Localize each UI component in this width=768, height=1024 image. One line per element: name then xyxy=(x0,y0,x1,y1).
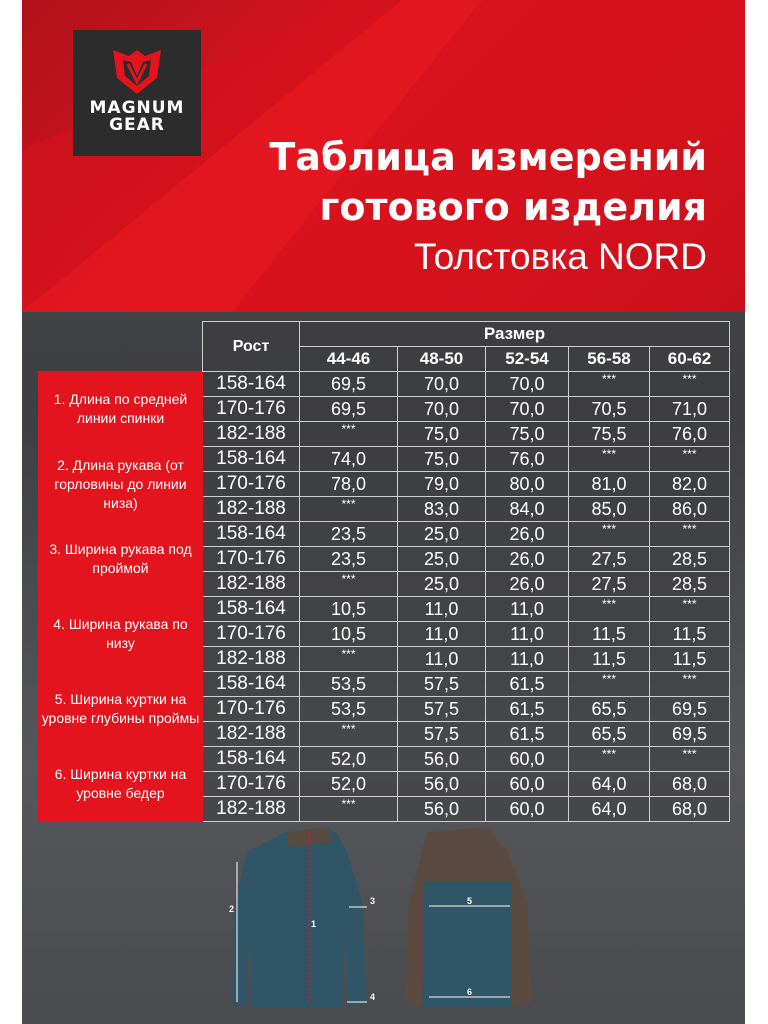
table-row xyxy=(39,672,730,697)
measurement-value: *** xyxy=(569,597,650,622)
height-cell: 158-164 xyxy=(203,372,300,397)
size-column-header: 56-58 xyxy=(569,347,650,372)
size-column-header: 52-54 xyxy=(486,347,569,372)
measurement-value: 69,5 xyxy=(650,697,730,722)
measurement-value: 11,0 xyxy=(398,597,486,622)
measurement-value: 68,0 xyxy=(650,797,730,822)
measurement-value: 69,5 xyxy=(300,372,398,397)
measurement-label: 1. Длина по средней линии спинки xyxy=(39,372,203,447)
measurement-value: 11,0 xyxy=(398,647,486,672)
measurement-value: 23,5 xyxy=(300,547,398,572)
measurement-value: 23,5 xyxy=(300,522,398,547)
measurement-value: 70,0 xyxy=(398,397,486,422)
measurement-value: 25,0 xyxy=(398,522,486,547)
measurement-value: 11,5 xyxy=(569,647,650,672)
measurement-value: 57,5 xyxy=(398,722,486,747)
measurement-value: 11,0 xyxy=(486,622,569,647)
height-cell: 158-164 xyxy=(203,522,300,547)
measurement-value: 56,0 xyxy=(398,747,486,772)
marker-6: 6 xyxy=(467,987,473,997)
measurement-label: 4. Ширина рукава по низу xyxy=(39,597,203,672)
size-chart-poster xyxy=(22,0,745,1024)
measurement-value: *** xyxy=(650,747,730,772)
measurement-value: 69,5 xyxy=(650,722,730,747)
table-row xyxy=(39,447,730,472)
logo-text-line1: MAGNUM xyxy=(89,98,185,118)
measurement-value: 70,5 xyxy=(569,397,650,422)
size-header: Размер xyxy=(300,322,730,347)
measurement-value: 81,0 xyxy=(569,472,650,497)
measurement-value: 71,0 xyxy=(650,397,730,422)
measurement-value: 76,0 xyxy=(650,422,730,447)
measurement-value: 26,0 xyxy=(486,547,569,572)
measurement-value: 75,0 xyxy=(398,422,486,447)
height-cell: 170-176 xyxy=(203,472,300,497)
height-cell: 158-164 xyxy=(203,672,300,697)
measurement-value: 75,0 xyxy=(398,447,486,472)
measurement-value: *** xyxy=(569,372,650,397)
height-cell: 182-188 xyxy=(203,647,300,672)
measurement-value: *** xyxy=(300,647,398,672)
measurement-value: *** xyxy=(650,447,730,472)
measurement-value: 69,5 xyxy=(300,397,398,422)
measurement-value: 61,5 xyxy=(486,697,569,722)
measurement-value: *** xyxy=(300,797,398,822)
measurement-value: 70,0 xyxy=(486,397,569,422)
height-cell: 170-176 xyxy=(203,397,300,422)
measurement-value: 28,5 xyxy=(650,572,730,597)
measurement-value: 27,5 xyxy=(569,572,650,597)
height-cell: 170-176 xyxy=(203,772,300,797)
measurement-value: 53,5 xyxy=(300,672,398,697)
height-cell: 182-188 xyxy=(203,422,300,447)
size-column-header: 60-62 xyxy=(650,347,730,372)
marker-1: 1 xyxy=(311,919,317,929)
marker-2: 2 xyxy=(229,904,235,914)
measurement-value: *** xyxy=(650,372,730,397)
measurement-value: *** xyxy=(569,672,650,697)
measurement-label: 6. Ширина куртки на уровне бедер xyxy=(39,747,203,822)
measurement-value: 75,0 xyxy=(486,422,569,447)
measurement-value: 75,5 xyxy=(569,422,650,447)
table-row xyxy=(39,522,730,547)
height-cell: 182-188 xyxy=(203,797,300,822)
measurement-value: 57,5 xyxy=(398,697,486,722)
jacket-back xyxy=(405,827,532,1007)
height-cell: 158-164 xyxy=(203,597,300,622)
table-row xyxy=(39,372,730,397)
measurement-value: 11,5 xyxy=(650,622,730,647)
empty-corner xyxy=(39,322,203,372)
measurement-value: 52,0 xyxy=(300,772,398,797)
measurement-value: 11,0 xyxy=(486,647,569,672)
measurement-value: 11,5 xyxy=(650,647,730,672)
product-subtitle: Толстовка NORD xyxy=(413,236,707,277)
measurement-value: 28,5 xyxy=(650,547,730,572)
measurement-value: 78,0 xyxy=(300,472,398,497)
measurement-value: 65,5 xyxy=(569,722,650,747)
jacket-front xyxy=(229,827,375,1007)
measurement-value: 83,0 xyxy=(398,497,486,522)
height-cell: 158-164 xyxy=(203,747,300,772)
measurement-value: 85,0 xyxy=(569,497,650,522)
jacket-diagram xyxy=(227,822,547,1022)
header-banner xyxy=(22,0,745,312)
measurement-value: 56,0 xyxy=(398,797,486,822)
measurement-value: 82,0 xyxy=(650,472,730,497)
measurement-value: 84,0 xyxy=(486,497,569,522)
size-column-header: 48-50 xyxy=(398,347,486,372)
measurement-value: 64,0 xyxy=(569,797,650,822)
measurement-value: 80,0 xyxy=(486,472,569,497)
height-cell: 182-188 xyxy=(203,572,300,597)
measurement-value: *** xyxy=(650,672,730,697)
measurement-value: *** xyxy=(300,722,398,747)
height-cell: 170-176 xyxy=(203,622,300,647)
measurement-value: 60,0 xyxy=(486,747,569,772)
height-cell: 170-176 xyxy=(203,697,300,722)
measurement-label: 3. Ширина рукава под проймой xyxy=(39,522,203,597)
measurement-value: 61,5 xyxy=(486,672,569,697)
measurement-value: *** xyxy=(300,422,398,447)
measurement-value: *** xyxy=(650,597,730,622)
measurement-value: 25,0 xyxy=(398,547,486,572)
height-cell: 182-188 xyxy=(203,497,300,522)
page-title xyxy=(269,132,707,232)
measurement-value: 57,5 xyxy=(398,672,486,697)
measurement-value: *** xyxy=(569,522,650,547)
marker-4: 4 xyxy=(370,992,376,1002)
height-cell: 170-176 xyxy=(203,547,300,572)
measurement-value: *** xyxy=(300,497,398,522)
measurement-value: 52,0 xyxy=(300,747,398,772)
brand-logo xyxy=(73,30,201,156)
size-table xyxy=(38,321,730,822)
measurement-value: 56,0 xyxy=(398,772,486,797)
height-header: Рост xyxy=(203,322,300,372)
measurement-value: 74,0 xyxy=(300,447,398,472)
measurement-value: 76,0 xyxy=(486,447,569,472)
measurement-value: 26,0 xyxy=(486,522,569,547)
measurement-value: 11,0 xyxy=(486,597,569,622)
measurement-value: *** xyxy=(300,572,398,597)
table-row xyxy=(39,747,730,772)
table-row xyxy=(39,597,730,622)
measurement-value: 10,5 xyxy=(300,622,398,647)
measurement-value: 79,0 xyxy=(398,472,486,497)
measurement-value: 11,0 xyxy=(398,622,486,647)
logo-text-line2: GEAR xyxy=(109,115,165,135)
measurement-value: *** xyxy=(650,522,730,547)
measurement-value: 86,0 xyxy=(650,497,730,522)
measurement-value: 11,5 xyxy=(569,622,650,647)
height-cell: 158-164 xyxy=(203,447,300,472)
measurement-value: 70,0 xyxy=(486,372,569,397)
measurement-value: 25,0 xyxy=(398,572,486,597)
measurement-value: 10,5 xyxy=(300,597,398,622)
title-line2: готового изделия xyxy=(319,185,707,229)
measurement-value: *** xyxy=(569,747,650,772)
measurement-value: 68,0 xyxy=(650,772,730,797)
measurement-value: 60,0 xyxy=(486,772,569,797)
marker-5: 5 xyxy=(467,896,473,906)
measurement-value: 60,0 xyxy=(486,797,569,822)
shield-logo-icon xyxy=(111,48,163,96)
measurement-value: 53,5 xyxy=(300,697,398,722)
size-column-header: 44-46 xyxy=(300,347,398,372)
measurement-label: 2. Длина рукава (от горловины до линии низа) xyxy=(39,447,203,522)
measurement-value: 70,0 xyxy=(398,372,486,397)
measurement-value: 64,0 xyxy=(569,772,650,797)
measurement-value: 61,5 xyxy=(486,722,569,747)
marker-3: 3 xyxy=(370,896,376,906)
measurement-value: *** xyxy=(569,447,650,472)
measurement-value: 27,5 xyxy=(569,547,650,572)
measurement-label: 5. Ширина куртки на уровне глубины проймы xyxy=(39,672,203,747)
height-cell: 182-188 xyxy=(203,722,300,747)
title-line1: Таблица измерений xyxy=(269,135,707,179)
measurement-value: 65,5 xyxy=(569,697,650,722)
measurement-value: 26,0 xyxy=(486,572,569,597)
